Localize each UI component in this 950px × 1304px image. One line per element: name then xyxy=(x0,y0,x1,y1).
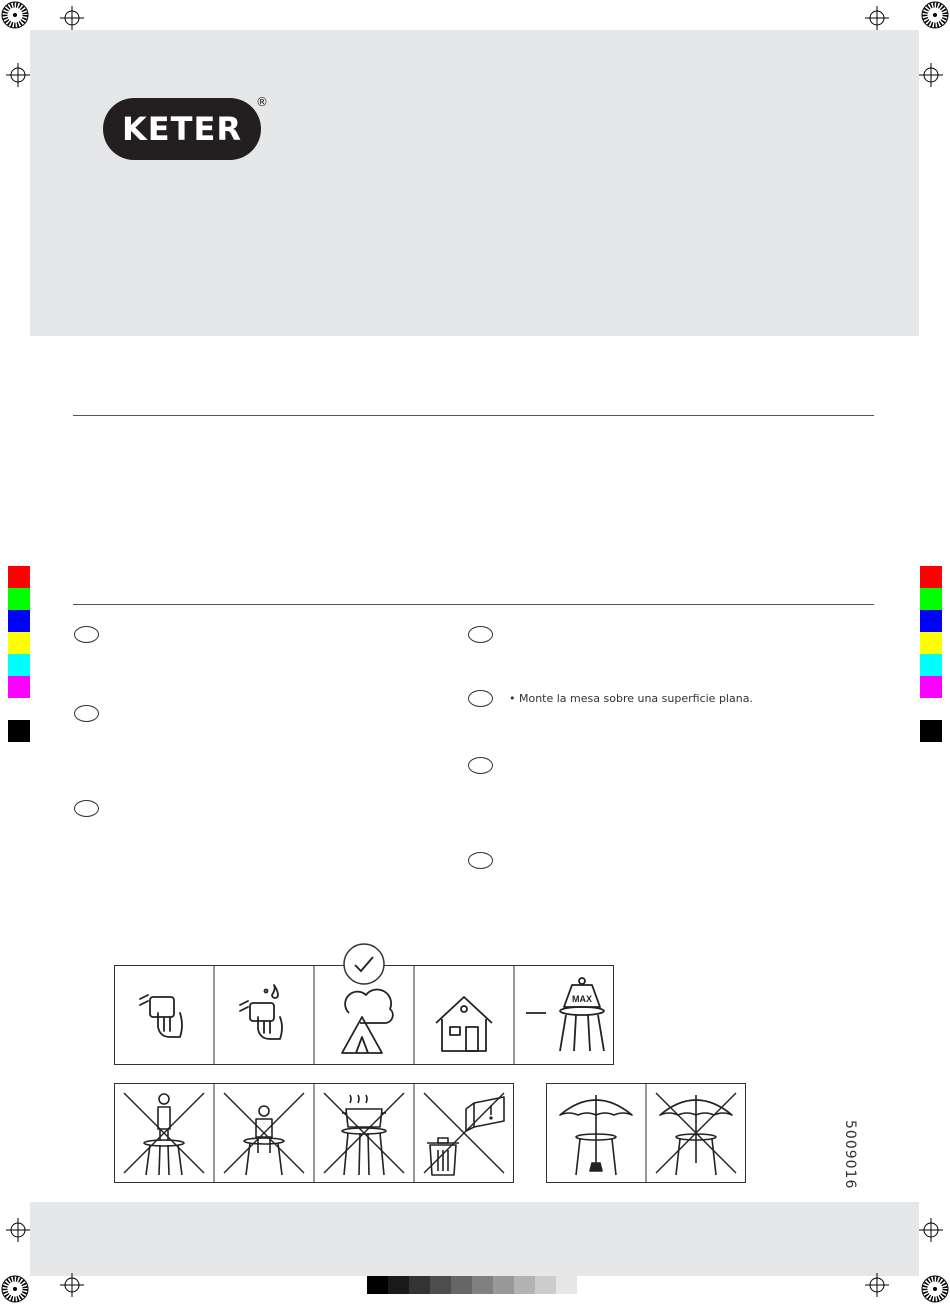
color-swatch xyxy=(920,698,942,720)
umbrella-icons-row xyxy=(546,1083,746,1183)
reg-mark-icon xyxy=(865,1273,889,1297)
color-swatch xyxy=(8,654,30,676)
reg-mark-icon xyxy=(60,6,84,30)
gray-swatch xyxy=(577,1276,598,1294)
reg-mark-icon xyxy=(6,63,30,87)
product-code: 5009016 xyxy=(842,1120,858,1190)
gray-swatch xyxy=(514,1276,535,1294)
color-swatch xyxy=(8,566,30,588)
gray-swatch xyxy=(493,1276,514,1294)
language-badge xyxy=(74,800,99,817)
color-swatch xyxy=(8,632,30,654)
reg-mark-icon xyxy=(60,1273,84,1297)
color-swatch xyxy=(8,698,30,720)
color-swatch xyxy=(8,588,30,610)
color-swatch xyxy=(8,720,30,742)
gray-swatch xyxy=(388,1276,409,1294)
recommended-check-icon xyxy=(342,942,386,986)
reg-mark-icon xyxy=(6,1218,30,1242)
starburst-icon xyxy=(922,2,948,28)
color-swatch xyxy=(920,720,942,742)
max-label: MAX xyxy=(572,994,592,1004)
gray-scale-bar xyxy=(367,1276,598,1294)
language-badge xyxy=(74,705,99,722)
divider-top xyxy=(73,415,874,416)
divider-bottom xyxy=(73,604,874,605)
color-bar-right xyxy=(920,566,942,742)
registered-mark: ® xyxy=(256,95,268,109)
logo-text: KETER xyxy=(122,110,242,148)
color-swatch xyxy=(8,676,30,698)
starburst-icon xyxy=(922,1276,948,1302)
language-badge xyxy=(468,852,493,869)
color-swatch xyxy=(8,610,30,632)
reg-mark-icon xyxy=(919,63,943,87)
gray-swatch xyxy=(409,1276,430,1294)
language-badge xyxy=(468,626,493,643)
gray-swatch xyxy=(367,1276,388,1294)
gray-swatch xyxy=(472,1276,493,1294)
color-bar-left xyxy=(8,566,30,742)
language-badge xyxy=(468,690,493,707)
gray-swatch xyxy=(556,1276,577,1294)
language-badge xyxy=(74,626,99,643)
color-swatch xyxy=(920,676,942,698)
reg-mark-icon xyxy=(919,1218,943,1242)
color-swatch xyxy=(920,654,942,676)
color-swatch xyxy=(920,566,942,588)
reg-mark-icon xyxy=(865,6,889,30)
color-swatch xyxy=(920,610,942,632)
color-swatch xyxy=(920,632,942,654)
gray-swatch xyxy=(430,1276,451,1294)
prohibited-icons-row xyxy=(114,1083,514,1183)
gray-swatch xyxy=(451,1276,472,1294)
assembly-note: • Monte la mesa sobre una superficie plana. xyxy=(509,692,753,705)
color-swatch xyxy=(920,588,942,610)
starburst-icon xyxy=(2,1276,28,1302)
starburst-icon xyxy=(2,2,28,28)
language-badge xyxy=(468,757,493,774)
gray-swatch xyxy=(535,1276,556,1294)
